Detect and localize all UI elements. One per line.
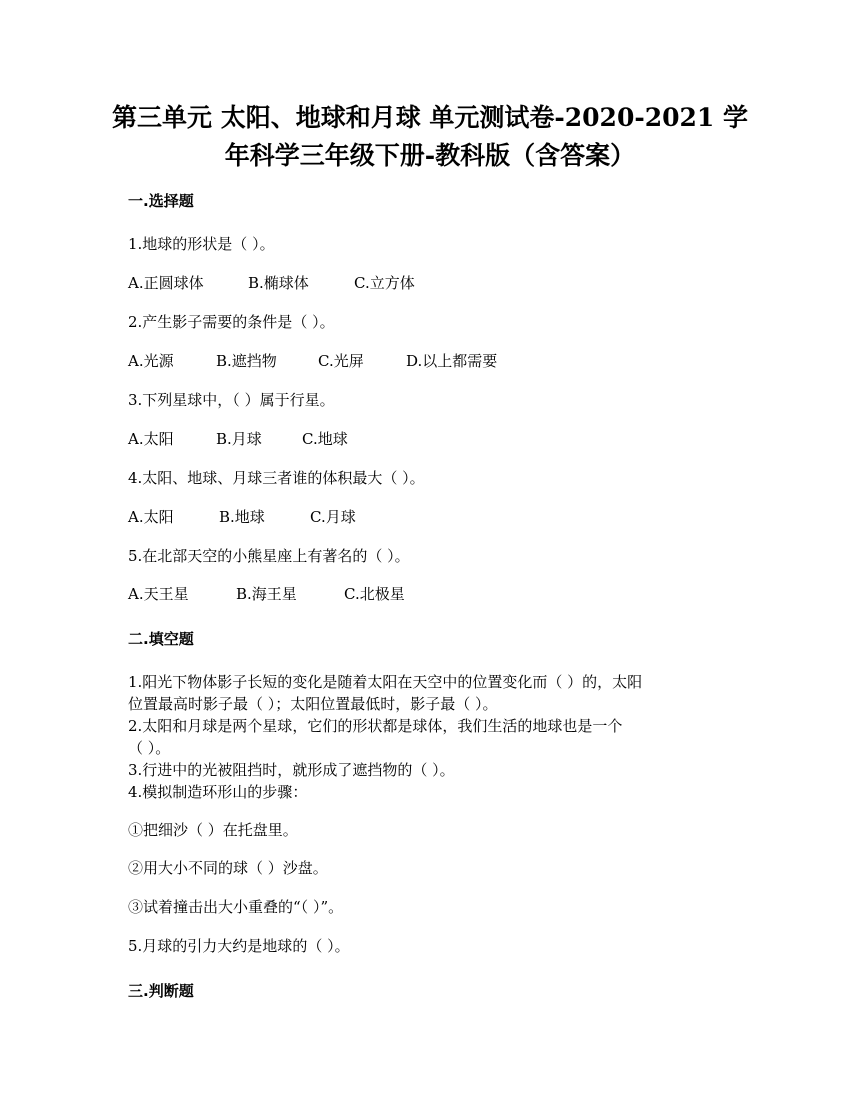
- question-stem: 2.产生影子需要的条件是（ ）。: [128, 313, 335, 331]
- option: A.光源: [128, 352, 174, 370]
- option: C.地球: [302, 430, 348, 448]
- section-heading-choice: 一.选择题: [128, 192, 194, 210]
- text-line: 4.模拟制造环形山的步骤：: [128, 783, 308, 801]
- option: C.光屏: [318, 352, 364, 370]
- text-line: ①把细沙（ ）在托盘里。: [128, 821, 298, 839]
- text-line: 5.月球的引力大约是地球的（ ）。: [128, 937, 350, 955]
- option: C.立方体: [354, 274, 415, 292]
- option: B.地球: [219, 508, 265, 526]
- option: B.月球: [216, 430, 262, 448]
- question-stem: 5.在北部天空的小熊星座上有著名的（ ）。: [128, 547, 410, 565]
- text-line: 2.太阳和月球是两个星球，它们的形状都是球体，我们生活的地球也是一个: [128, 717, 623, 735]
- text-line: （ ）。: [128, 739, 171, 757]
- question-stem: 4.太阳、地球、月球三者谁的体积最大（ ）。: [128, 469, 425, 487]
- option: A.天王星: [128, 585, 189, 603]
- document-title-line-2: 年科学三年级下册-教科版（含答案）: [224, 141, 636, 170]
- section-heading-judgement: 三.判断题: [128, 982, 194, 1000]
- option: A.正圆球体: [128, 274, 204, 292]
- option: D.以上都需要: [406, 352, 498, 370]
- option: A.太阳: [128, 430, 174, 448]
- option: B.海王星: [236, 585, 297, 603]
- question-stem: 3.下列星球中，（ ）属于行星。: [128, 391, 335, 409]
- option: C.月球: [310, 508, 356, 526]
- option: A.太阳: [128, 508, 174, 526]
- text-line: 位置最高时影子最（ ）；太阳位置最低时，影子最（ ）。: [128, 695, 498, 713]
- text-line: ③试着撞击出大小重叠的“（ ）”。: [128, 898, 344, 916]
- section-heading-fill-blank: 二.填空题: [128, 630, 194, 648]
- document-title-line-1: 第三单元 太阳、地球和月球 单元测试卷-2020-2021 学: [111, 103, 749, 132]
- option: B.椭球体: [248, 274, 309, 292]
- text-line: ②用大小不同的球（ ）沙盘。: [128, 859, 328, 877]
- option: B.遮挡物: [216, 352, 277, 370]
- option: C.北极星: [344, 585, 405, 603]
- question-stem: 1.地球的形状是（ ）。: [128, 235, 275, 253]
- text-line: 1.阳光下物体影子长短的变化是随着太阳在天空中的位置变化而（ ）的，太阳: [128, 673, 643, 691]
- text-line: 3.行进中的光被阻挡时，就形成了遮挡物的（ ）。: [128, 761, 455, 779]
